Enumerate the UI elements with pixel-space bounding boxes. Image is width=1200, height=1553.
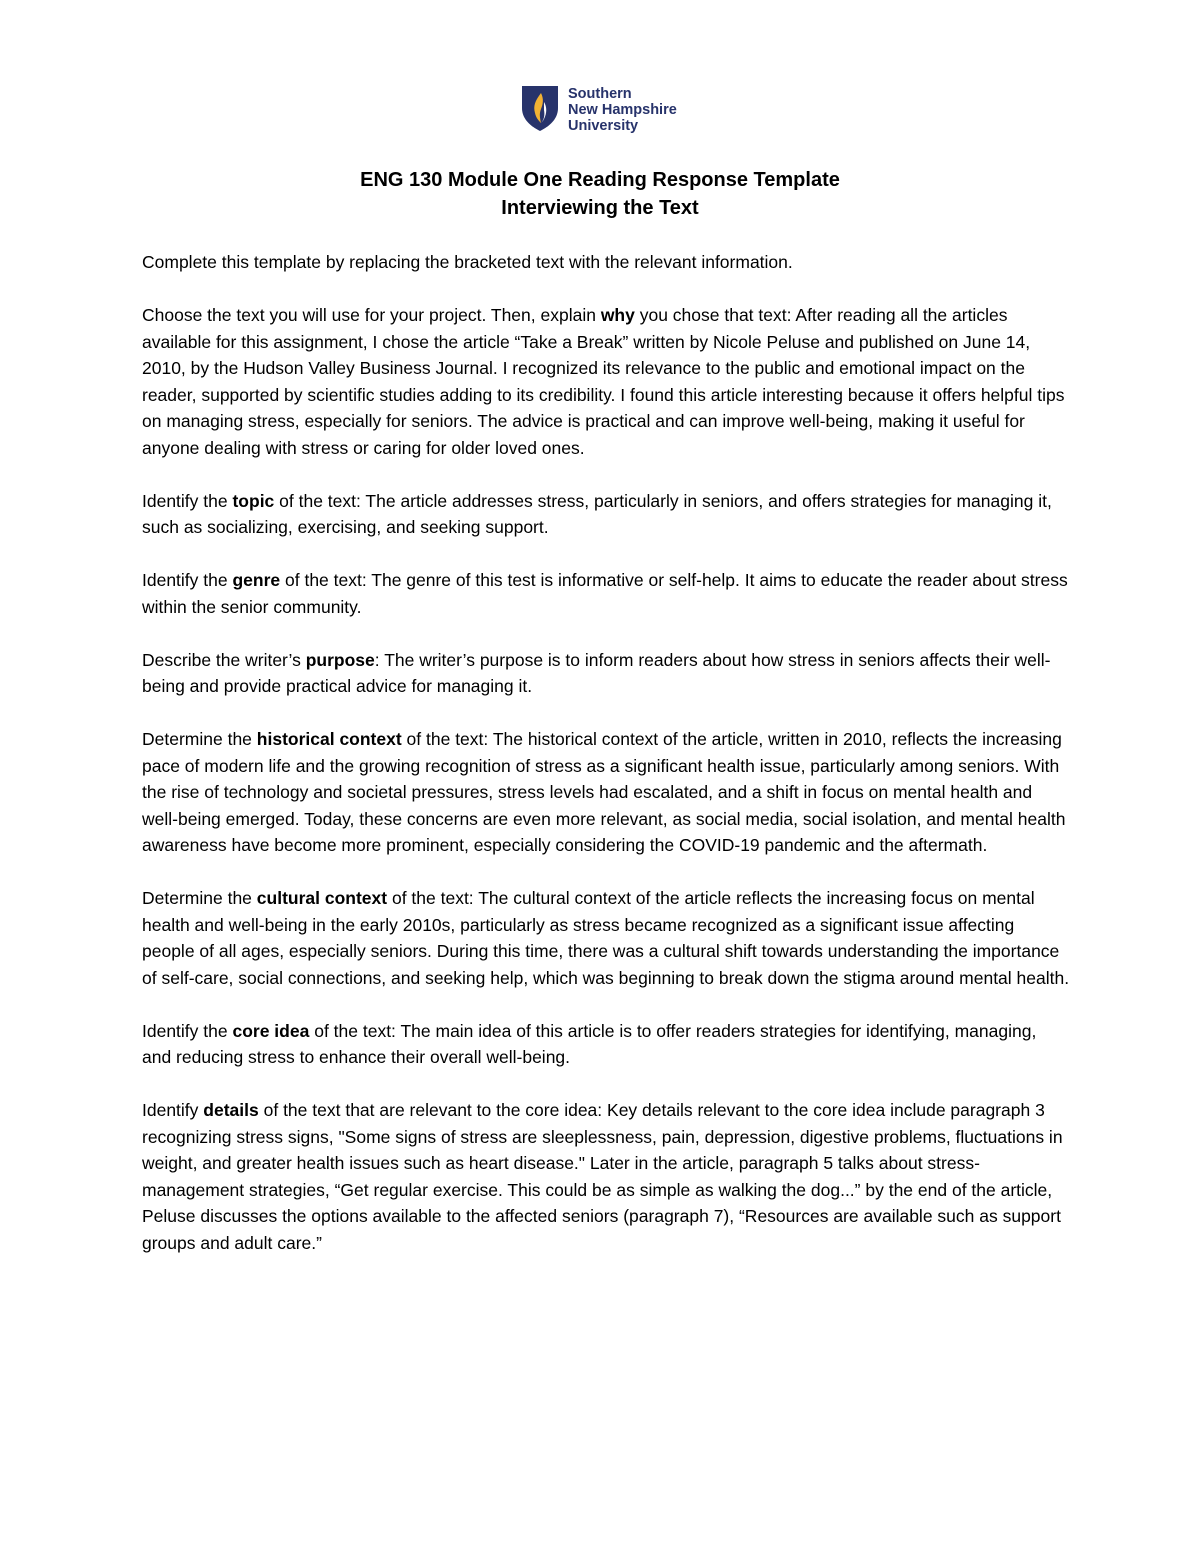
logo-line-1: Southern (568, 86, 632, 102)
purpose-paragraph (142, 647, 1070, 700)
details-paragraph (142, 1097, 1070, 1256)
topic-prompt-prefix: Identify the (142, 490, 233, 511)
instructions-paragraph: Complete this template by replacing the bracketed text with the relevant information. (142, 252, 793, 272)
historical-context-paragraph (142, 726, 1070, 859)
cultural-context-paragraph (142, 885, 1070, 991)
purpose-prompt-prefix: Describe the writer’s (142, 649, 306, 670)
details-prompt-prefix: Identify (142, 1100, 204, 1120)
document-header (0, 166, 1200, 222)
choice-keyword: why (600, 305, 635, 325)
university-logo (520, 84, 677, 134)
historical-prompt-prefix: Determine the (142, 729, 257, 749)
purpose-keyword: purpose (305, 649, 375, 670)
topic-keyword: topic (232, 490, 275, 511)
topic-prompt-suffix: of the text: (274, 490, 366, 511)
cultural-prompt-prefix: Determine the (142, 888, 257, 908)
core-idea-prompt-prefix: Identify the (142, 1020, 233, 1041)
purpose-response: The writer’s purpose is to inform readers about how stress in seniors affects their well-being and provide practical advice for managing it. (142, 649, 1051, 696)
topic-paragraph (142, 488, 1070, 541)
genre-response: The genre of this test is informative or self-help. It aims to educate the reader about stress within the senior community. (142, 570, 1068, 617)
genre-prompt-prefix: Identify the (142, 570, 233, 590)
core-idea-paragraph (142, 1018, 1070, 1071)
purpose-prompt-suffix: : (374, 649, 385, 670)
details-response: Key details relevant to the core idea include paragraph 3 recognizing stress signs, "Some signs of stress are sleeplessness, pain, depression, digestive problems, fluctuations in weight, and greater health issues such as heart disease." Later in the article, paragraph 5 talks about stress-management strategies, “Get regular exercise. This could be as simple as walking the dog...” by the end of the article, Peluse discusses the options available to the affected seniors (paragraph 7), “Resources are available such as support groups and adult care.” (142, 1100, 1063, 1253)
cultural-prompt-suffix: of the text: (387, 888, 479, 908)
choice-response: After reading all the articles available for this assignment, I chose the article “Take a Break” written by Nicole Peluse and published on June 14, 2010, by the Hudson Valley Business Journal. I recognized its relevance to the public and emotional impact on the reader, supported by scientific studies adding to its credibility. I found this article interesting because it offers helpful tips on managing stress, especially for seniors. The advice is practical and can improve well-being, making it useful for anyone dealing with stress or caring for older loved ones. (142, 305, 1065, 458)
document-body (142, 249, 1070, 1283)
logo-line-3: University (568, 118, 639, 134)
historical-prompt-suffix: of the text: (401, 729, 493, 749)
historical-response: The historical context of the article, written in 2010, reflects the increasing pace of modern life and the growing recognition of stress as a significant health issue, particularly among seniors. With the rise of technology and societal pressures, stress levels had escalated, and a shift in focus on mental health and well-being emerged. Today, these concerns are even more relevant, as social media, social isolation, and mental health awareness have become more prominent, especially considering the COVID-19 pandemic and the aftermath. (142, 729, 1066, 855)
university-name (568, 86, 677, 134)
genre-paragraph (142, 567, 1070, 620)
core-idea-response: The main idea of this article is to offer readers strategies for identifying, managing, and reducing stress to enhance their overall well-being. (142, 1020, 1037, 1067)
logo-line-2: New Hampshire (568, 102, 677, 118)
choice-prompt-suffix: you chose that text: (634, 305, 796, 325)
cultural-response: The cultural context of the article reflects the increasing focus on mental health and well-being in the early 2010s, particularly as stress became recognized as a significant issue affecting people of all ages, especially seniors. During this time, there was a cultural shift towards understanding the importance of self-care, social connections, and seeking help, which was beginning to break down the stigma around mental health. (142, 888, 1070, 988)
shield-flame-icon (520, 84, 560, 132)
core-idea-prompt-suffix: of the text: (309, 1020, 401, 1041)
historical-keyword: historical context (256, 729, 402, 749)
core-idea-keyword: core idea (232, 1020, 310, 1041)
document-title: ENG 130 Module One Reading Response Template (360, 169, 840, 191)
choice-prompt-prefix: Choose the text you will use for your project. Then, explain (142, 305, 601, 325)
choice-paragraph (142, 302, 1070, 461)
topic-response: The article addresses stress, particularly in seniors, and offers strategies for managing it, such as socializing, exercising, and seeking support. (142, 490, 1052, 537)
genre-prompt-suffix: of the text: (280, 570, 372, 590)
cultural-keyword: cultural context (256, 888, 388, 908)
document-subtitle: Interviewing the Text (501, 197, 699, 219)
genre-keyword: genre (232, 570, 281, 590)
details-keyword: details (203, 1100, 259, 1120)
details-prompt-suffix: of the text that are relevant to the core idea: (258, 1100, 608, 1120)
